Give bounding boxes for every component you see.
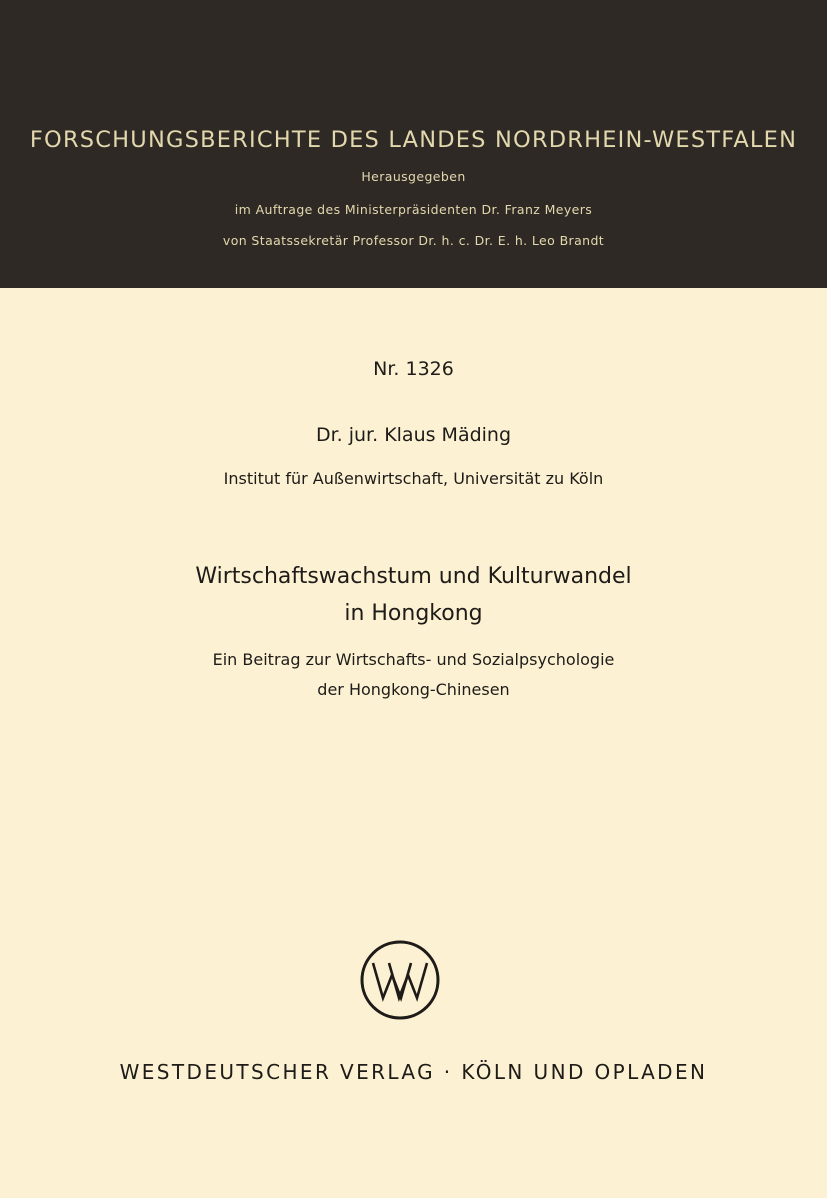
report-number: Nr. 1326 [373, 358, 454, 380]
westdeutscher-verlag-ww-logo-icon [359, 939, 441, 1021]
editor-line-2: im Auftrage des Ministerpräsidenten Dr. Franz Meyers [234, 202, 593, 217]
header-band [0, 0, 827, 288]
title-line-1: Wirtschaftswachstum und Kulturwandel [195, 564, 632, 589]
title-line-2: in Hongkong [344, 601, 483, 626]
subtitle-line-2: der Hongkong-Chinesen [317, 680, 510, 699]
editor-line-1: Herausgegeben [361, 169, 466, 184]
author-name: Dr. jur. Klaus Mäding [315, 424, 512, 446]
series-title: FORSCHUNGSBERICHTE DES LANDES NORDRHEIN-WESTFALEN [29, 127, 798, 153]
editor-line-3: von Staatssekretär Professor Dr. h. c. Dr. E. h. Leo Brandt [222, 233, 605, 248]
author-institute: Institut für Außenwirtschaft, Universität zu Köln [223, 469, 604, 488]
subtitle-line-1: Ein Beitrag zur Wirtschafts- und Sozialpsychologie [212, 650, 615, 669]
publisher-line: WESTDEUTSCHER VERLAG · KÖLN UND OPLADEN [119, 1060, 708, 1084]
